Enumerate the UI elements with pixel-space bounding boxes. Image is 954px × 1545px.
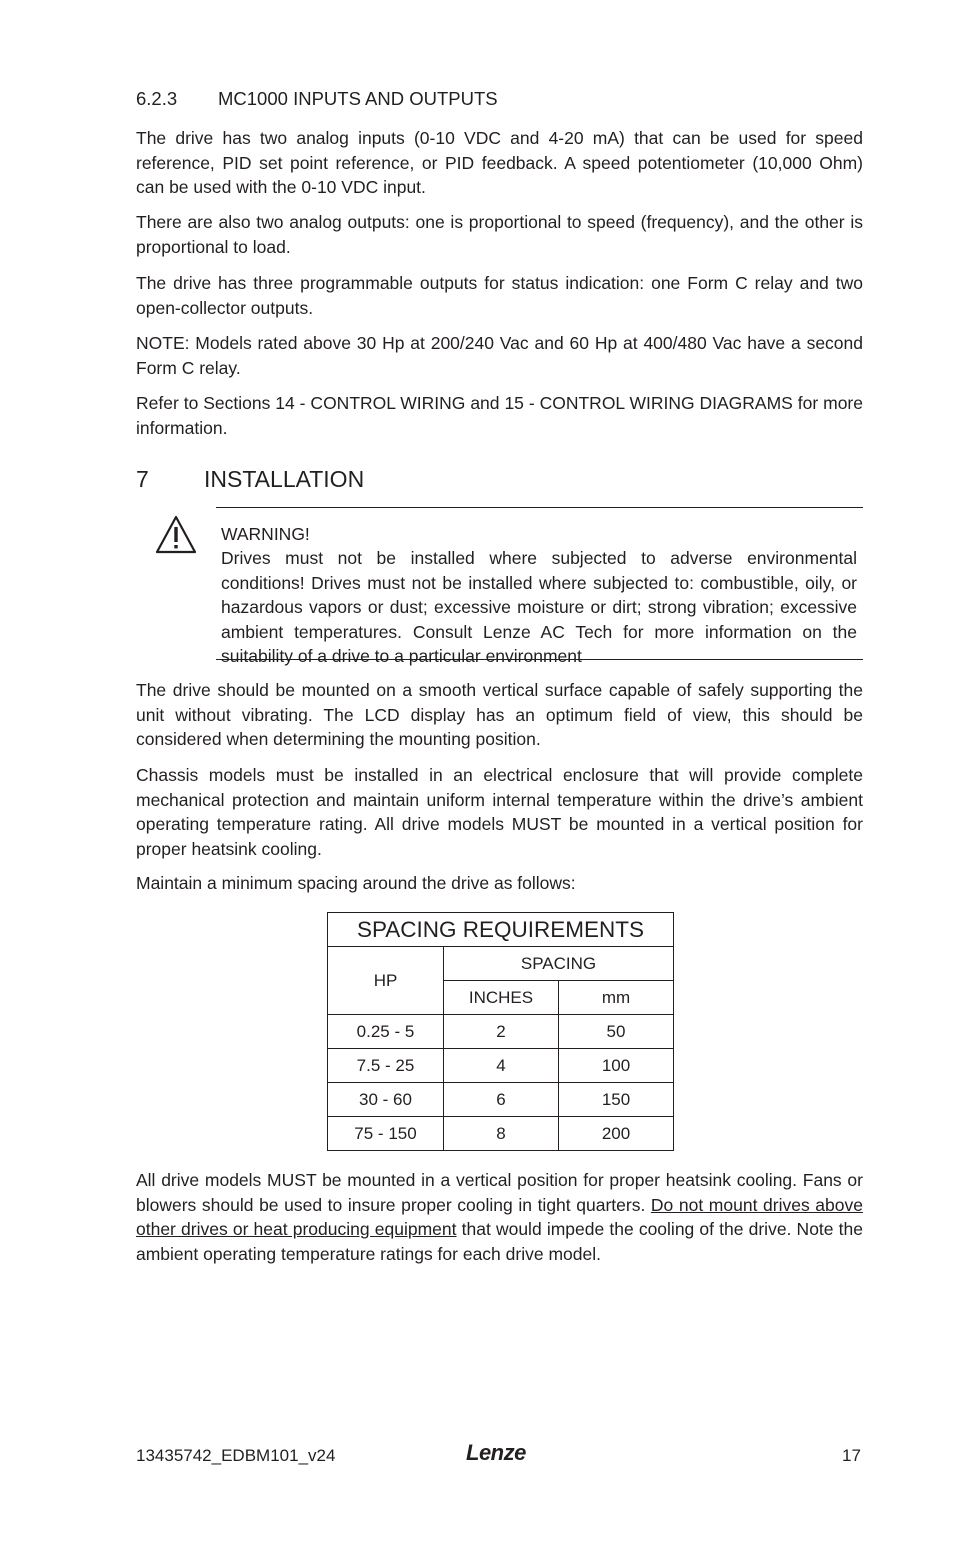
- spacing-requirements-table: [327, 912, 674, 1151]
- mm-cell: 200: [559, 1117, 674, 1151]
- lenze-logo: Lenze: [466, 1440, 526, 1465]
- inches-cell: 4: [444, 1049, 559, 1083]
- paragraph: There are also two analog outputs: one is proportional to speed (frequency), and the other is proportional to load.: [136, 212, 863, 257]
- paragraph: The drive has two analog inputs (0-10 VDC and 4-20 mA) that can be used for speed reference, PID set point reference, or PID feedback. A speed potentiometer (10,000 Ohm) can be used with the 0-10 VDC input.: [136, 128, 863, 197]
- hp-cell: 0.25 - 5: [328, 1015, 444, 1049]
- table-title: SPACING REQUIREMENTS: [328, 913, 674, 947]
- hp-cell: 7.5 - 25: [328, 1049, 444, 1083]
- warning-title: WARNING!: [221, 524, 310, 544]
- note-paragraph: NOTE: Models rated above 30 Hp at 200/240 Vac and 60 Hp at 400/480 Vac have a second Form C relay.: [136, 333, 863, 378]
- section-number: 7: [136, 466, 149, 492]
- mm-header: mm: [559, 981, 674, 1015]
- table-row: [328, 1117, 674, 1151]
- section-heading-6-2-3: [136, 88, 498, 110]
- footer-document-id: 13435742_EDBM101_v24: [136, 1446, 336, 1465]
- table-row: [328, 1049, 674, 1083]
- paragraph: Chassis models must be installed in an electrical enclosure that will provide complete mechanical protection and maintain uniform internal temperature within the drive’s ambient operating temperature rating. All drive models MUST be mounted in a vertical position for proper heatsink cooling.: [136, 765, 863, 859]
- warning-text: Drives must not be installed where subjected to adverse environmental conditions! Drives must not be installed where subjected to: combustible, oily, or hazardous vapors or dust; excessive moisture or dirt; strong vibration; excessive ambient temperatures. Consult Lenze AC Tech for more information on the suitability of a drive to a particular environment: [221, 548, 857, 666]
- mm-cell: 150: [559, 1083, 674, 1117]
- inches-header: INCHES: [444, 981, 559, 1015]
- inches-cell: 6: [444, 1083, 559, 1117]
- closing-paragraph: [136, 1168, 863, 1266]
- page-number: 17: [842, 1446, 861, 1465]
- mm-cell: 100: [559, 1049, 674, 1083]
- paragraph: Maintain a minimum spacing around the drive as follows:: [136, 873, 576, 893]
- hp-header: HP: [328, 947, 444, 1015]
- table-row: [328, 1083, 674, 1117]
- closing-text-start: All drive models MUST be mounted in a vertical position for proper heatsink cooling. Fans or blowers should be used to insure proper cooling in tight quarters.: [136, 1170, 863, 1215]
- closing-text-end: that would impede the cooling of the drive. Note the ambient operating temperature ratings for each drive model.: [136, 1219, 863, 1264]
- paragraph: Refer to Sections 14 - CONTROL WIRING and 15 - CONTROL WIRING DIAGRAMS for more information.: [136, 393, 863, 438]
- inches-cell: 8: [444, 1117, 559, 1151]
- section-heading-7: [136, 466, 364, 493]
- warning-box: [216, 507, 863, 666]
- warning-triangle-icon: [154, 514, 198, 556]
- spacing-header: SPACING: [444, 947, 674, 981]
- underlined-caution-text: Do not mount drives above other drives or heat producing equipment: [136, 1194, 863, 1239]
- inches-cell: 2: [444, 1015, 559, 1049]
- paragraph: The drive should be mounted on a smooth vertical surface capable of safely supporting the unit without vibrating. The LCD display has an optimum field of view, this should be considered when determining the mounting position.: [136, 680, 863, 749]
- section-title: MC1000 INPUTS AND OUTPUTS: [218, 88, 498, 109]
- hp-cell: 75 - 150: [328, 1117, 444, 1151]
- hp-cell: 30 - 60: [328, 1083, 444, 1117]
- mm-cell: 50: [559, 1015, 674, 1049]
- table-row: [328, 1015, 674, 1049]
- paragraph: The drive has three programmable outputs for status indication: one Form C relay and two open-collector outputs.: [136, 273, 863, 318]
- section-title: INSTALLATION: [204, 466, 365, 492]
- section-number: 6.2.3: [136, 88, 178, 109]
